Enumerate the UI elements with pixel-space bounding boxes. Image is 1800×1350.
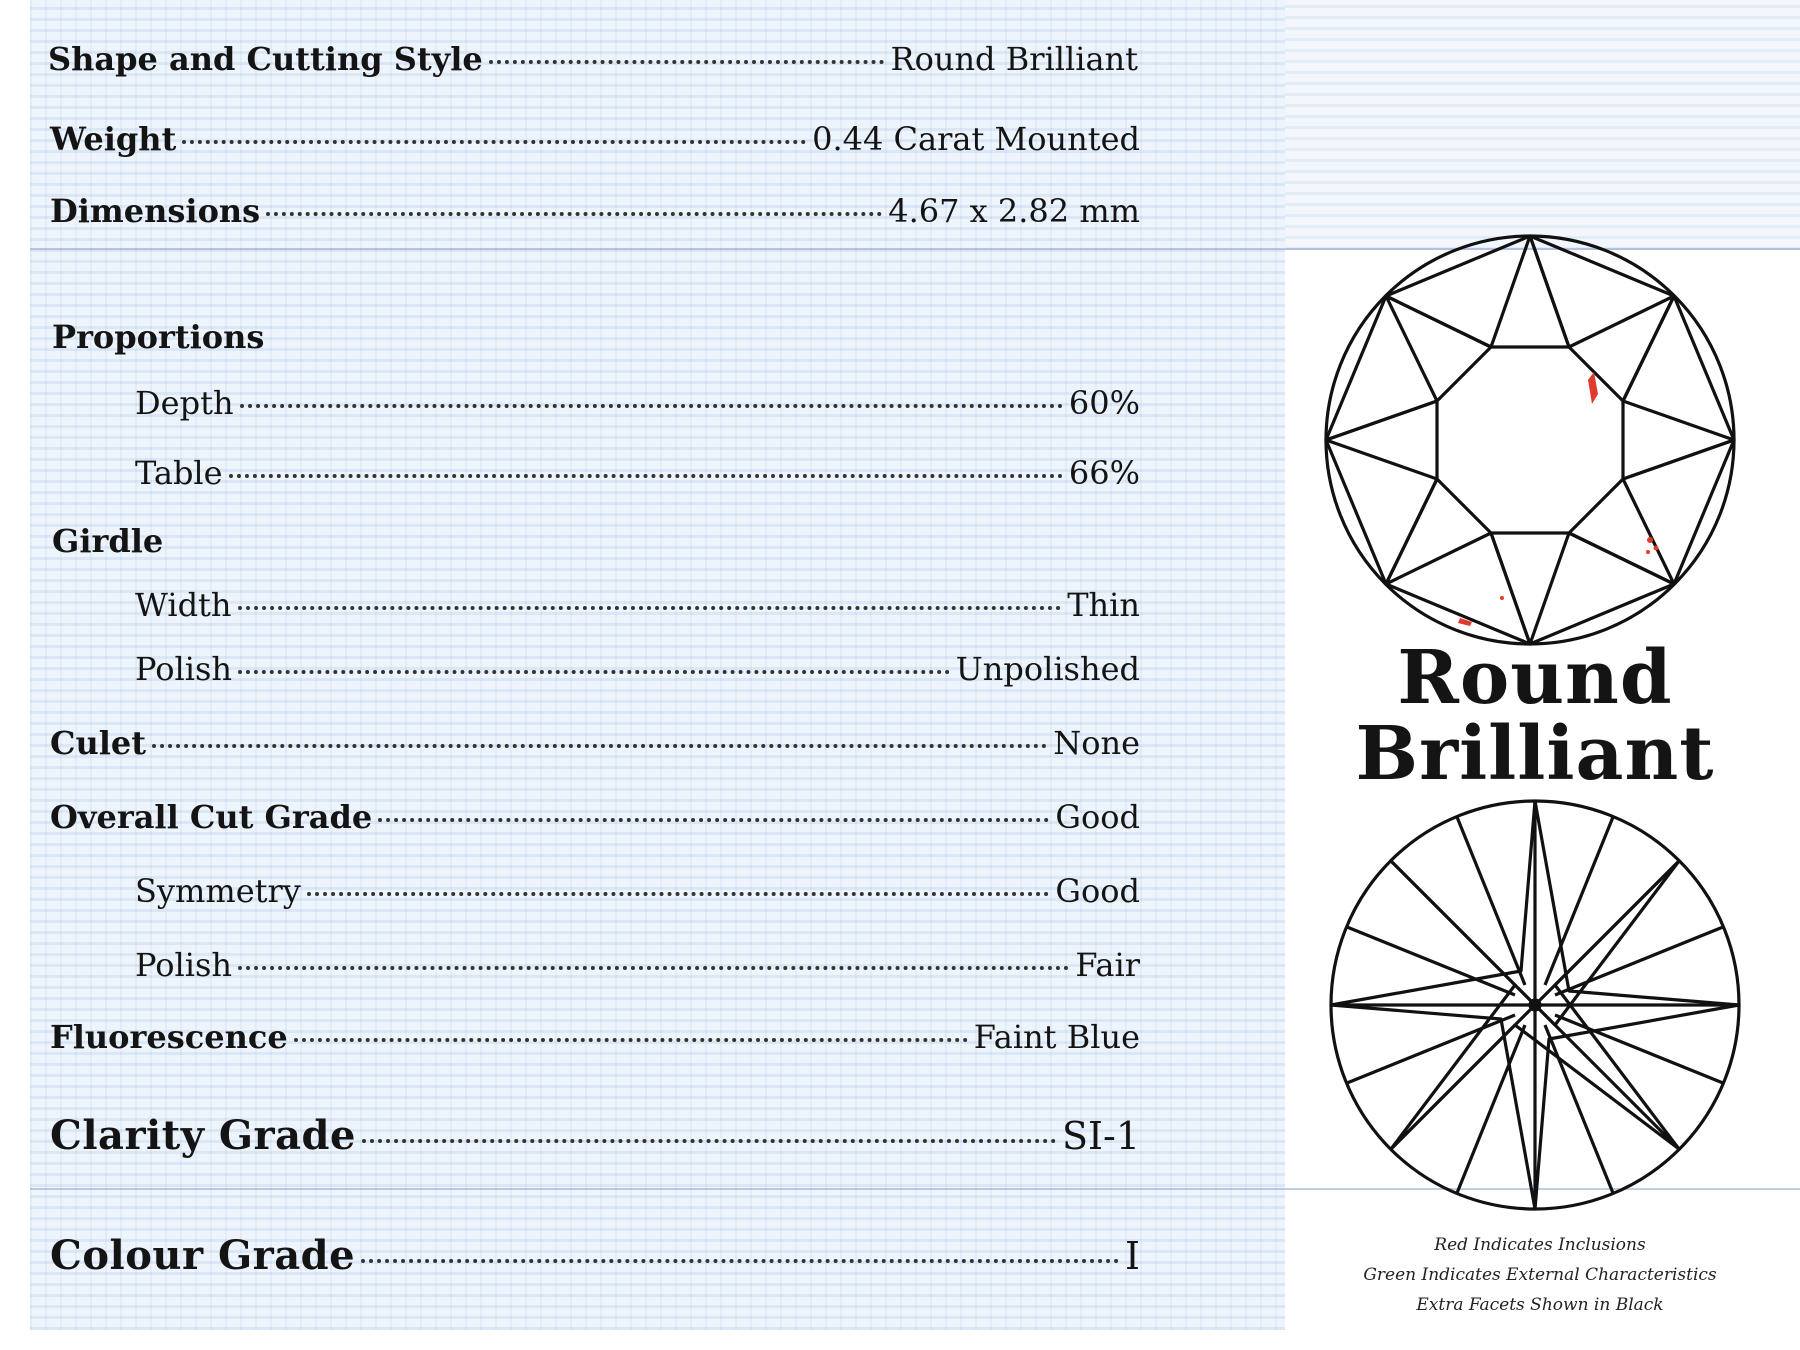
- overall-cut-row: [50, 798, 1140, 850]
- overall-cut-value: Good: [1055, 798, 1140, 836]
- polish-row: [135, 946, 1140, 998]
- legend-black: Extra Facets Shown in Black: [1416, 1295, 1664, 1315]
- depth-label: Depth: [135, 384, 234, 422]
- depth-row: [135, 384, 1140, 436]
- certificate-paper-right: [1285, 0, 1800, 250]
- width-row: [135, 586, 1140, 638]
- pavilion-facet-lines: [1331, 801, 1739, 1209]
- legend-green: Green Indicates External Characteristics: [1363, 1265, 1717, 1285]
- shape-title-line1: Round: [1397, 635, 1673, 721]
- shape-cutting-value: Round Brilliant: [890, 40, 1138, 78]
- proportions-heading: Proportions: [52, 318, 265, 356]
- polish-label: Polish: [135, 946, 232, 984]
- leader-dots: [240, 404, 1063, 408]
- dimensions-row: [50, 192, 1140, 244]
- culet-label: Culet: [50, 724, 147, 762]
- leader-dots: [489, 60, 885, 64]
- pavilion-diagram-icon: [1325, 795, 1745, 1215]
- clarity-value: SI-1: [1061, 1114, 1140, 1158]
- shape-cutting-label: Shape and Cutting Style: [48, 40, 483, 78]
- weight-label: Weight: [50, 120, 177, 158]
- colour-value: I: [1124, 1234, 1140, 1278]
- leader-dots: [238, 606, 1062, 610]
- colour-label: Colour Grade: [50, 1232, 356, 1279]
- leader-dots: [266, 212, 882, 216]
- width-label: Width: [135, 586, 232, 624]
- table-row: [135, 454, 1140, 506]
- table-value: 66%: [1068, 454, 1140, 492]
- width-value: Thin: [1067, 586, 1140, 624]
- leader-dots: [362, 1139, 1056, 1143]
- culet-value: None: [1053, 724, 1140, 762]
- shape-title-line2: Brilliant: [1355, 711, 1715, 797]
- leader-dots: [238, 670, 950, 674]
- colour-row: [50, 1232, 1140, 1298]
- girdle-heading: Girdle: [52, 522, 164, 560]
- clarity-label: Clarity Grade: [50, 1112, 356, 1159]
- leader-dots: [294, 1038, 968, 1042]
- clarity-row: [50, 1112, 1140, 1178]
- dimensions-value: 4.67 x 2.82 mm: [888, 192, 1140, 230]
- leader-dots: [378, 818, 1049, 822]
- depth-value: 60%: [1068, 384, 1140, 422]
- leader-dots: [238, 966, 1069, 970]
- girdle-polish-row: [135, 650, 1140, 702]
- symmetry-row: [135, 872, 1140, 924]
- leader-dots: [229, 474, 1063, 478]
- leader-dots: [361, 1259, 1119, 1263]
- inclusion-marks: [1458, 372, 1659, 626]
- diagram-legend: [1330, 1230, 1750, 1320]
- dimensions-label: Dimensions: [50, 192, 261, 230]
- polish-value: Fair: [1075, 946, 1140, 984]
- legend-red: Red Indicates Inclusions: [1434, 1235, 1646, 1255]
- culet-row: [50, 724, 1140, 776]
- girdle-polish-value: Unpolished: [955, 650, 1140, 688]
- table-label: Table: [135, 454, 223, 492]
- weight-row: [50, 120, 1140, 172]
- leader-dots: [307, 892, 1050, 896]
- symmetry-value: Good: [1055, 872, 1140, 910]
- leader-dots: [152, 744, 1047, 748]
- girdle-polish-label: Polish: [135, 650, 232, 688]
- overall-cut-label: Overall Cut Grade: [50, 798, 373, 836]
- fluorescence-row: [50, 1018, 1140, 1070]
- crown-diagram-icon: [1320, 230, 1740, 650]
- leader-dots: [182, 140, 806, 144]
- crown-facet-lines: [1326, 236, 1734, 644]
- weight-value: 0.44 Carat Mounted: [812, 120, 1140, 158]
- shape-title: [1335, 635, 1735, 797]
- symmetry-label: Symmetry: [135, 872, 301, 910]
- fluorescence-label: Fluorescence: [50, 1018, 288, 1056]
- shape-cutting-row: [48, 40, 1138, 92]
- fluorescence-value: Faint Blue: [973, 1018, 1140, 1056]
